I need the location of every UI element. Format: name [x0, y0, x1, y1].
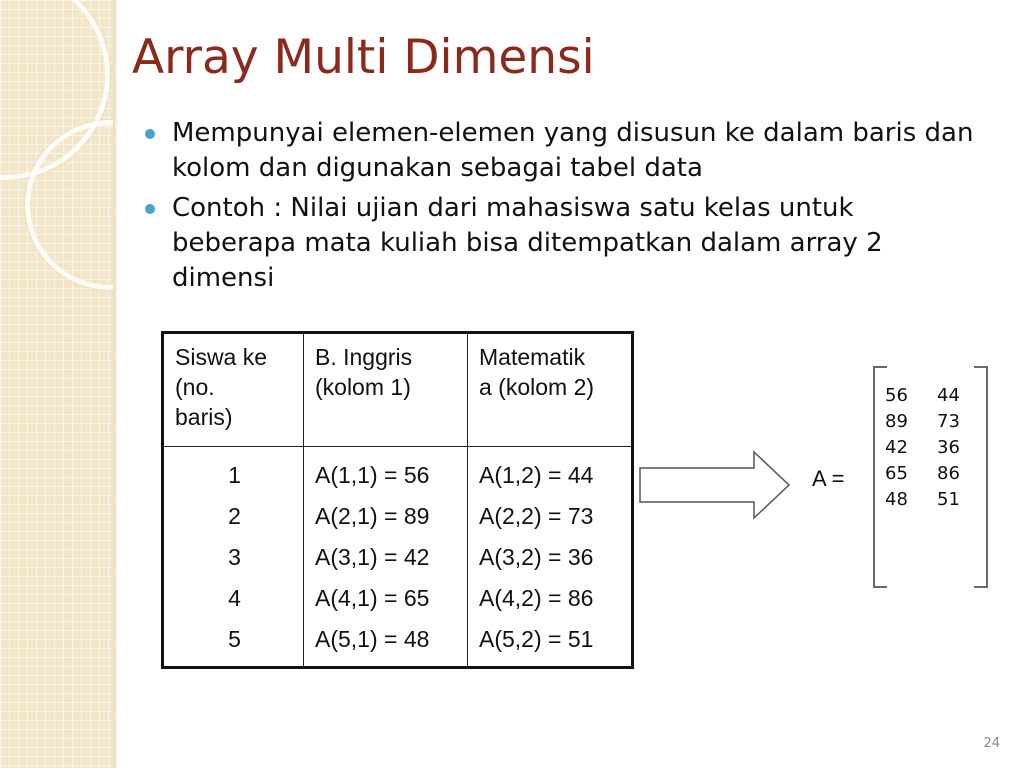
col1-value: A(1,1) = 56: [315, 462, 430, 488]
header-line: (kolom 1): [315, 374, 411, 400]
matrix-cell: 44: [937, 385, 960, 406]
row-number: 3: [228, 544, 241, 570]
row-numbers-cell: [163, 447, 304, 668]
side-strip-edge: [113, 0, 117, 768]
col2-value: A(5,2) = 51: [479, 626, 594, 652]
table-header-row: [163, 333, 633, 447]
header-line: Siswa ke: [175, 344, 268, 370]
col1-value: A(3,1) = 42: [315, 544, 430, 570]
matrix-row: [885, 409, 960, 435]
col1-values-cell: [304, 447, 468, 668]
row-number: 4: [228, 585, 241, 611]
header-line: B. Inggris: [315, 344, 413, 370]
bullet-text: Contoh : Nilai ujian dari mahasiswa satu kelas untuk beberapa mata kuliah bisa ditempatkan dalam array 2 dimensi: [172, 193, 883, 293]
row-number: 1: [228, 462, 241, 488]
matrix-row: [885, 487, 960, 513]
score-table: [161, 331, 634, 669]
table-row: [163, 447, 633, 668]
header-line: Matematik: [479, 344, 586, 370]
matrix-row: [885, 383, 960, 409]
page-number: 24: [983, 736, 1000, 751]
header-siswa-ke: [163, 333, 304, 447]
header-line: a (kolom 2): [479, 374, 595, 400]
header-line: baris): [175, 404, 233, 430]
matrix-cell: 48: [885, 489, 908, 510]
bullet-text: Mempunyai elemen-elemen yang disusun ke dalam baris dan kolom dan digunakan sebagai tabel data: [172, 118, 974, 183]
col2-value: A(1,2) = 44: [479, 462, 594, 488]
matrix-cell: 86: [937, 463, 960, 484]
header-b-inggris: [304, 333, 468, 447]
bullet-dot-icon: [145, 204, 155, 214]
header-matematika: [468, 333, 633, 447]
header-line: (no.: [175, 374, 215, 400]
matrix-cell: 51: [937, 489, 960, 510]
col1-value: A(4,1) = 65: [315, 585, 430, 611]
matrix-values: [885, 383, 960, 513]
matrix-cell: 42: [885, 437, 908, 458]
col1-value: A(5,1) = 48: [315, 626, 430, 652]
matrix-cell: 89: [885, 411, 908, 432]
bullet-dot-icon: [145, 129, 155, 139]
matrix-row: [885, 435, 960, 461]
right-arrow-icon: [638, 450, 792, 520]
matrix-cell: 73: [937, 411, 960, 432]
col2-value: A(2,2) = 73: [479, 503, 594, 529]
decorative-side-strip: [0, 0, 113, 768]
bullet-item: [145, 191, 975, 296]
col2-value: A(3,2) = 36: [479, 544, 594, 570]
matrix-cell: 65: [885, 463, 908, 484]
matrix-row: [885, 461, 960, 487]
col2-values-cell: [468, 447, 633, 668]
col1-value: A(2,1) = 89: [315, 503, 430, 529]
matrix-cell: 36: [937, 437, 960, 458]
bullet-list: [145, 116, 975, 301]
col2-value: A(4,2) = 86: [479, 585, 594, 611]
row-number: 5: [228, 626, 241, 652]
matrix-a: [873, 366, 988, 588]
slide-title: Array Multi Dimensi: [132, 30, 595, 85]
matrix-cell: 56: [885, 385, 908, 406]
right-bracket: [974, 366, 988, 588]
row-number: 2: [228, 503, 241, 529]
bullet-item: [145, 116, 975, 186]
matrix-label: A =: [812, 466, 845, 491]
